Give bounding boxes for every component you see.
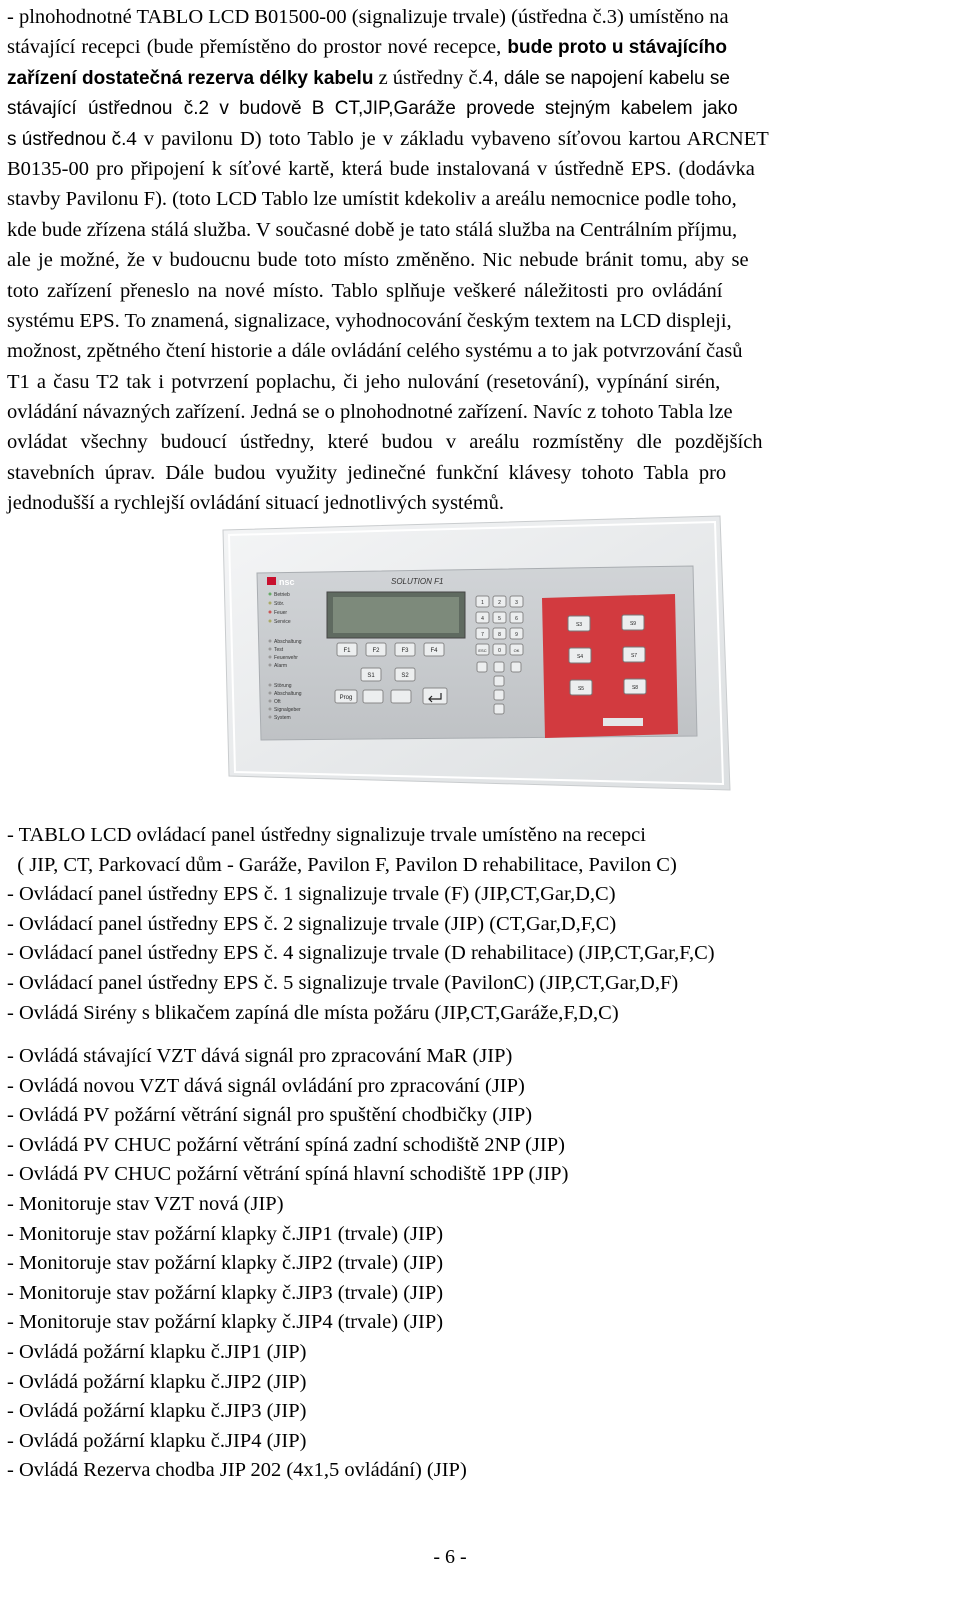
zone-key-label: S4 bbox=[576, 654, 584, 660]
paragraph-line: systému EPS. To znamená, signalizace, vyhodnocování českým textem na LCD displeji, bbox=[7, 309, 732, 332]
arrow-key[interactable] bbox=[494, 704, 504, 714]
led-icon bbox=[269, 640, 272, 643]
line-text-bold: bude proto u stávajícího bbox=[507, 37, 727, 59]
zone-key-label: S8 bbox=[631, 685, 639, 691]
list-item: - TABLO LCD ovládací panel ústředny signalizuje trvale umístěno na recepci bbox=[7, 824, 646, 846]
lcd-display bbox=[333, 597, 459, 633]
nav-left-key[interactable] bbox=[363, 690, 383, 703]
list-item: - Monitoruje stav požární klapky č.JIP3 (trvale) (JIP) bbox=[7, 1281, 444, 1304]
body-paragraph bbox=[7, 2, 939, 519]
status-label: Oft bbox=[274, 699, 281, 705]
paragraph-line: možnost, zpětného čtení historie a dále ovládání celého systému a to jak potvrzování časů bbox=[7, 340, 743, 363]
paragraph-line: toto zařízení přeneslo na nové místo. Tablo splňuje veškeré náležitosti pro ovládání bbox=[7, 279, 723, 302]
prog-key-label: Prog bbox=[339, 695, 353, 701]
arrow-left-key[interactable] bbox=[511, 662, 521, 672]
keypad-key-label: 9 bbox=[515, 632, 518, 638]
zone-key-label: S9 bbox=[629, 621, 637, 627]
paragraph-line bbox=[7, 32, 939, 62]
label-strip bbox=[603, 718, 643, 726]
status-label: Test bbox=[274, 647, 284, 653]
line-text: z ústředny č. bbox=[373, 66, 483, 89]
enter-key[interactable] bbox=[423, 688, 447, 704]
function-key-label: F2 bbox=[372, 648, 380, 654]
status-label: Störung bbox=[274, 683, 292, 689]
line-text-sans: 4, dále se napojení kabelu se bbox=[482, 67, 730, 89]
s-key-label: S2 bbox=[401, 673, 409, 679]
paragraph-line: B0135-00 pro připojení k síťové kartě, která bude instalovaná v ústředně EPS. (dodávka bbox=[7, 157, 755, 180]
line-text-sans: stávající ústřednou č. bbox=[7, 98, 199, 120]
function-key-label: F1 bbox=[343, 648, 351, 654]
paragraph-line: stavby Pavilonu F). (toto LCD Tablo lze umístit kdekoliv a areálu nemocnice podle toho, bbox=[7, 188, 737, 211]
line-text: 4 v pavilonu D) toto Tablo je v základu vybaveno síťovou kartou ARCNET bbox=[126, 127, 769, 150]
led-icon bbox=[269, 664, 272, 667]
led-icon bbox=[269, 602, 272, 605]
status-label: Stör. bbox=[274, 601, 285, 607]
list-item: - Ovládá PV požární větrání signál pro spuštění chodbičky (JIP) bbox=[7, 1104, 533, 1127]
paragraph-line bbox=[7, 124, 939, 154]
led-icon bbox=[269, 593, 272, 596]
paragraph-line: stavebních úprav. Dále budou využity jedinečné funkční klávesy tohoto Tabla pro bbox=[7, 461, 727, 484]
list-item: - Ovládá novou VZT dává signál ovládání pro zpracování (JIP) bbox=[7, 1074, 525, 1097]
status-label: Feuerwehr bbox=[274, 655, 298, 661]
status-label: Alarm bbox=[274, 663, 288, 669]
paragraph-line bbox=[7, 2, 939, 32]
brand-red-square bbox=[267, 577, 276, 585]
paragraph-line: kde bude zřízena stálá služba. V současné době je tato stálá služba na Centrálním příjmu, bbox=[7, 218, 738, 241]
paragraph-line: ovládat všechny budoucí ústředny, které budou v areálu rozmístěny dle pozdějších bbox=[7, 431, 763, 454]
line-text-sans: 2 v budově B CT,JIP,Garáže provede stejným kabelem jako bbox=[198, 98, 738, 120]
list-item: - Ovládací panel ústředny EPS č. 2 signalizuje trvale (JIP) (CT,Gar,D,F,C) bbox=[7, 912, 617, 935]
arrow-down-key[interactable] bbox=[494, 662, 504, 672]
keypad-key-label: 1 bbox=[481, 600, 484, 606]
keypad-key-label: 0 bbox=[498, 648, 501, 654]
status-label: Abschaltung bbox=[274, 639, 302, 645]
list-item: - Monitoruje stav požární klapky č.JIP2 (trvale) (JIP) bbox=[7, 1252, 444, 1275]
keypad-key-label: 3 bbox=[515, 600, 518, 606]
line-text-bold: zařízení dostatečná rezerva délky kabelu bbox=[7, 67, 374, 89]
list-item: - Ovládá požární klapku č.JIP1 (JIP) bbox=[7, 1340, 307, 1363]
keypad-key-label: ESC bbox=[478, 648, 487, 653]
led-icon bbox=[269, 656, 272, 659]
keypad-key-label: 7 bbox=[481, 632, 484, 638]
lcd-panel-photo bbox=[215, 508, 735, 798]
status-label: System bbox=[274, 715, 291, 721]
arrow-key[interactable] bbox=[494, 690, 504, 700]
list-item: - Ovládá požární klapku č.JIP4 (JIP) bbox=[7, 1429, 307, 1452]
keypad-key-label: 4 bbox=[481, 616, 484, 622]
list-item: - Ovládá Sirény s blikačem zapíná dle místa požáru (JIP,CT,Garáže,F,D,C) bbox=[7, 1001, 619, 1024]
line-text-sans: s ústřednou č. bbox=[7, 128, 127, 150]
led-icon bbox=[269, 648, 272, 651]
list-item: - Monitoruje stav požární klapky č.JIP1 (trvale) (JIP) bbox=[7, 1222, 444, 1245]
keypad-key-label: OK bbox=[513, 648, 520, 653]
zone-key-label: S5 bbox=[577, 686, 585, 692]
led-icon bbox=[269, 692, 272, 695]
led-icon bbox=[269, 611, 272, 614]
status-label: Service bbox=[274, 619, 291, 625]
list-item: - Ovládá požární klapku č.JIP3 (JIP) bbox=[7, 1400, 307, 1423]
led-icon bbox=[269, 700, 272, 703]
list-item: - Ovládá PV CHUC požární větrání spíná hlavní schodiště 1PP (JIP) bbox=[7, 1163, 569, 1186]
list-item: - Ovládá požární klapku č.JIP2 (JIP) bbox=[7, 1370, 307, 1393]
list-item: - Ovládací panel ústředny EPS č. 1 signalizuje trvale (F) (JIP,CT,Gar,D,C) bbox=[7, 883, 616, 906]
list-item: - Ovládá PV CHUC požární větrání spíná zadní schodiště 2NP (JIP) bbox=[7, 1133, 565, 1156]
model-label: SOLUTION F1 bbox=[391, 577, 444, 586]
line-text: stávající recepci (bude přemístěno do prostor nové recepce, bbox=[7, 36, 508, 59]
list-item: ( JIP, CT, Parkovací dům - Garáže, Pavilon F, Pavilon D rehabilitace, Pavilon C) bbox=[7, 853, 677, 876]
list-item: - Ovládá stávající VZT dává signál pro zpracování MaR (JIP) bbox=[7, 1045, 513, 1067]
led-icon bbox=[269, 684, 272, 687]
list-controls bbox=[7, 1042, 568, 1486]
paragraph-line: T1 a času T2 tak i potvrzení poplachu, či jeho nulování (resetování), vypínání sirén, bbox=[7, 370, 721, 393]
function-key-label: F3 bbox=[401, 648, 409, 654]
list-item: - Monitoruje stav požární klapky č.JIP4 (trvale) (JIP) bbox=[7, 1311, 444, 1334]
status-label: Abschaltung bbox=[274, 691, 302, 697]
keypad-key-label: 2 bbox=[498, 600, 501, 606]
paragraph-line: ovládání návazných zařízení. Jedná se o plnohodnotné zařízení. Navíc z tohoto Tabla lze bbox=[7, 401, 733, 424]
list-item: - Monitoruje stav VZT nová (JIP) bbox=[7, 1192, 284, 1215]
arrow-up-key[interactable] bbox=[477, 662, 487, 672]
keypad-key-label: 5 bbox=[498, 616, 501, 622]
line-text: - plnohodnotné TABLO LCD B01500-00 (signalizuje trvale) (ústředna č.3) umístěno na bbox=[7, 6, 729, 28]
zone-panel bbox=[542, 594, 678, 738]
list-item: - Ovládací panel ústředny EPS č. 4 signalizuje trvale (D rehabilitace) (JIP,CT,Gar,F,C) bbox=[7, 942, 715, 965]
s-key-label: S1 bbox=[367, 673, 375, 679]
paragraph-line bbox=[7, 93, 939, 123]
status-label: Feuer bbox=[274, 610, 288, 616]
brand-logo: nsc bbox=[279, 577, 295, 587]
nav-right-key[interactable] bbox=[391, 690, 411, 703]
function-key-label: F4 bbox=[430, 648, 438, 654]
page-number: - 6 - bbox=[433, 1546, 467, 1568]
zone-key-label: S3 bbox=[575, 622, 583, 628]
list-item: - Ovládací panel ústředny EPS č. 5 signalizuje trvale (PavilonC) (JIP,CT,Gar,D,F) bbox=[7, 971, 679, 994]
arrow-right-key[interactable] bbox=[494, 676, 504, 686]
zone-key-label: S7 bbox=[630, 653, 638, 659]
led-icon bbox=[269, 620, 272, 623]
led-icon bbox=[269, 708, 272, 711]
status-label: Signalgeber bbox=[274, 707, 301, 713]
paragraph-line: jednodušší a rychlejší ovládání situací jednotlivých systémů. bbox=[7, 492, 505, 515]
keypad-key-label: 8 bbox=[498, 632, 501, 638]
paragraph-line: ale je možné, že v budoucnu bude toto místo změněno. Nic nebude bránit tomu, aby se bbox=[7, 249, 749, 272]
paragraph-line bbox=[7, 63, 939, 93]
list-displays bbox=[7, 821, 715, 1028]
list-item: - Ovládá Rezerva chodba JIP 202 (4x1,5 ovládání) (JIP) bbox=[7, 1459, 467, 1482]
keypad-key-label: 6 bbox=[515, 616, 518, 622]
status-label: Betrieb bbox=[274, 592, 290, 598]
led-icon bbox=[269, 716, 272, 719]
